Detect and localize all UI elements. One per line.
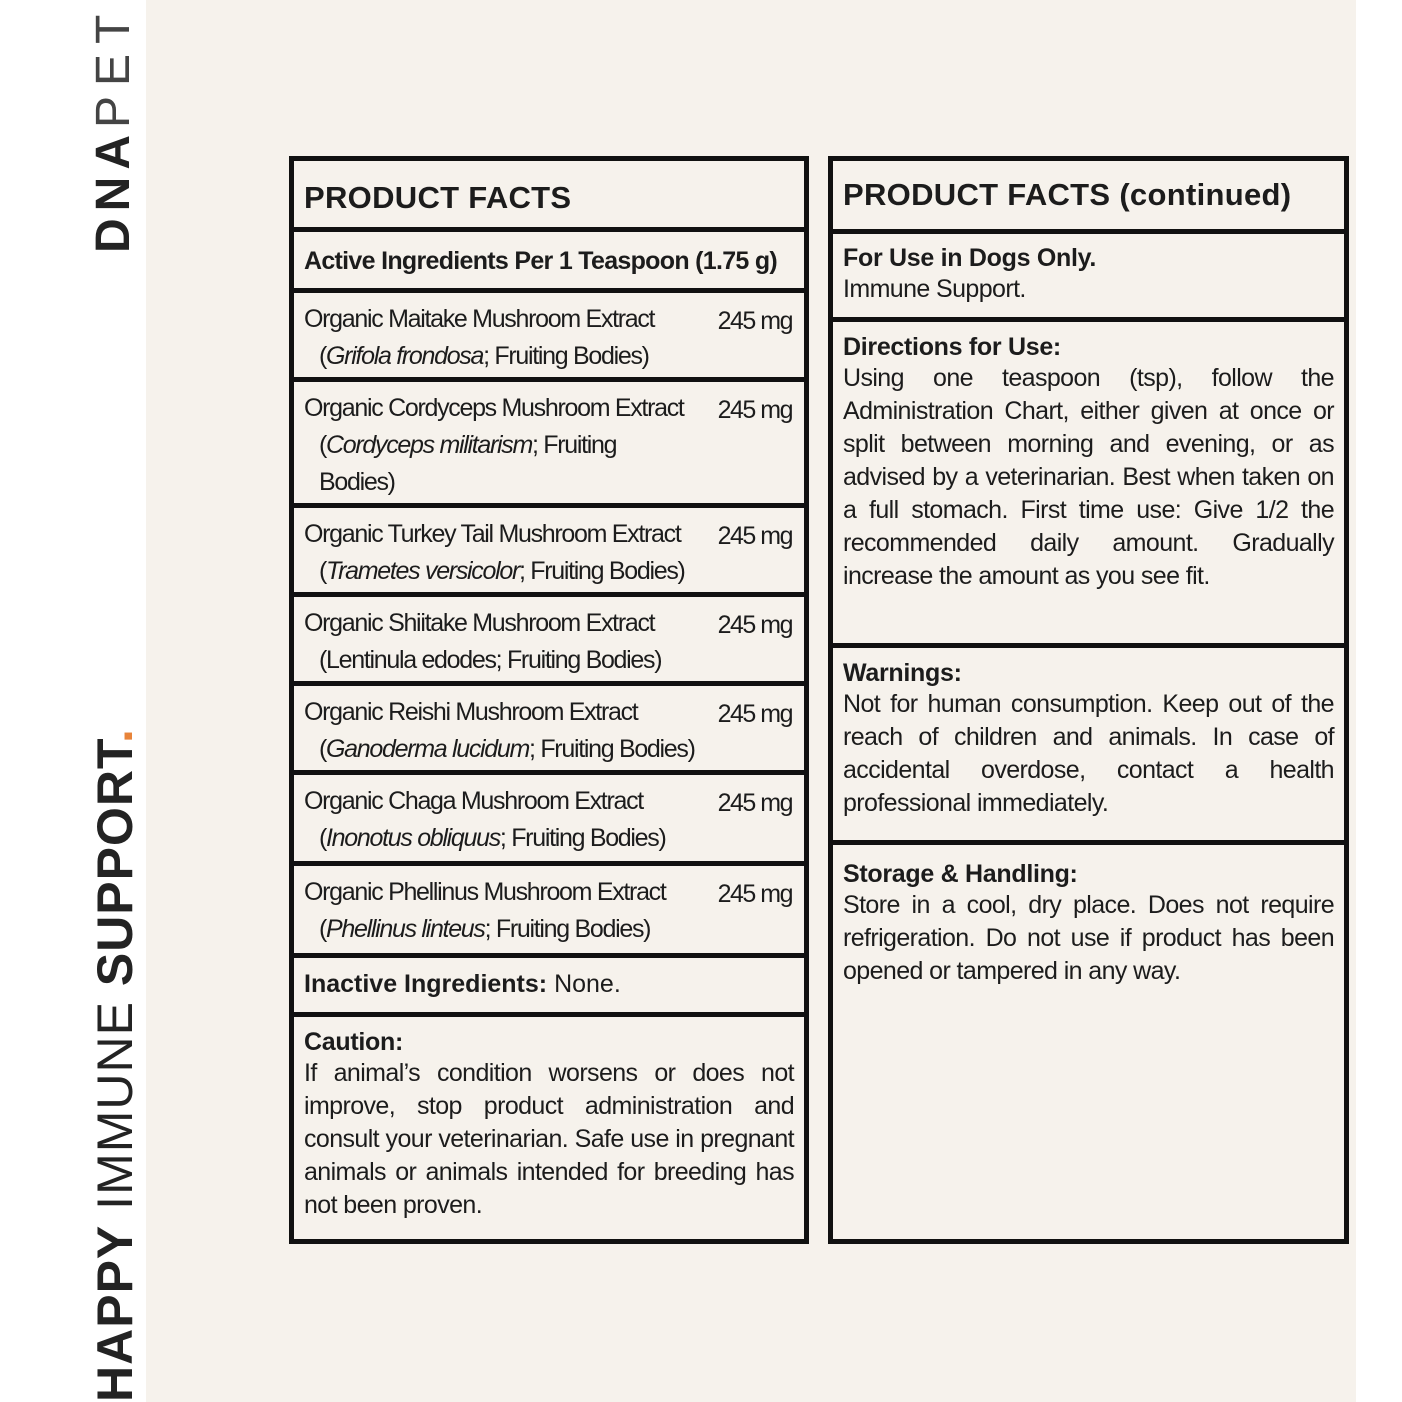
caution-label: Caution: xyxy=(304,1028,403,1056)
ingredient-name: Organic Reishi Mushroom Extract xyxy=(304,698,638,726)
brand-logo-dna: DNA xyxy=(87,128,140,253)
ingredient-scientific-name: Ganoderma lucidum xyxy=(326,735,530,763)
ingredient-row xyxy=(294,382,804,508)
ingredient-row xyxy=(294,686,804,775)
ingredient-name: Organic Cordyceps Mushroom Extract xyxy=(304,394,684,422)
storage-section xyxy=(833,845,1344,1245)
inactive-ingredients xyxy=(294,958,804,1017)
ingredient-source: ; Fruiting Bodies) xyxy=(484,915,651,943)
use-text: Immune Support. xyxy=(843,275,1026,303)
ingredient-open-paren: ( xyxy=(319,342,327,370)
active-ingredients-heading: Active Ingredients Per 1 Teaspoon (1.75 g) xyxy=(294,232,804,293)
ingredient-amount: 245 mg xyxy=(717,700,792,728)
ingredient-source: Lentinula edodes; Fruiting Bodies) xyxy=(326,646,662,674)
tagline-dot: . xyxy=(87,728,143,743)
ingredient-source: ; Fruiting Bodies) xyxy=(319,431,617,496)
product-facts-title: PRODUCT FACTS xyxy=(294,161,804,232)
product-facts-continued-panel xyxy=(828,156,1349,1244)
ingredient-open-paren: ( xyxy=(319,431,327,459)
caution-section xyxy=(294,1017,804,1222)
tagline xyxy=(87,728,143,1402)
ingredient-row xyxy=(294,775,804,866)
ingredient-amount: 245 mg xyxy=(717,396,792,424)
ingredient-open-paren: ( xyxy=(319,557,327,585)
directions-text: Using one teaspoon (tsp), follow the Administration Chart, either given at once or split between morning and evening, or as advised by a veterinarian. Best when taken on a full stomach. First time use: Give 1/2 the recommended daily amount. Gradually increase the amount as you see fit. xyxy=(843,364,1334,590)
inactive-ingredients-value: None. xyxy=(547,970,621,998)
storage-label: Storage & Handling: xyxy=(843,860,1078,888)
ingredient-open-paren: ( xyxy=(319,915,327,943)
warnings-text: Not for human consumption. Keep out of the reach of children and animals. In case of accidental overdose, contact a health professional immediately. xyxy=(843,690,1334,817)
ingredient-row xyxy=(294,293,804,382)
ingredient-open-paren: ( xyxy=(319,646,327,674)
ingredient-amount: 245 mg xyxy=(717,880,792,908)
ingredient-amount: 245 mg xyxy=(717,611,792,639)
ingredient-row xyxy=(294,597,804,686)
product-facts-panel xyxy=(289,156,809,1244)
inactive-ingredients-label: Inactive Ingredients: xyxy=(304,970,548,998)
ingredient-name: Organic Shiitake Mushroom Extract xyxy=(304,609,655,637)
ingredient-scientific-name: Trametes versicolor xyxy=(326,557,519,585)
ingredient-scientific-name: Phellinus linteus xyxy=(326,915,485,943)
ingredient-name: Organic Turkey Tail Mushroom Extract xyxy=(304,520,681,548)
ingredient-amount: 245 mg xyxy=(717,522,792,550)
ingredient-scientific-name: Cordyceps militarism xyxy=(326,431,533,459)
brand-logo-pet: PET xyxy=(87,4,140,128)
ingredient-source: ; Fruiting Bodies) xyxy=(499,824,666,852)
ingredient-source: ; Fruiting Bodies) xyxy=(483,342,649,370)
ingredient-row xyxy=(294,866,804,958)
ingredient-name: Organic Chaga Mushroom Extract xyxy=(304,787,643,815)
ingredient-name: Organic Phellinus Mushroom Extract xyxy=(304,878,666,906)
tagline-happy: HAPPY xyxy=(87,1224,143,1402)
brand-logo xyxy=(87,4,140,253)
storage-text: Store in a cool, dry place. Does not require refrigeration. Do not use if product has been opened or tampered in any way. xyxy=(843,891,1334,985)
use-label: For Use in Dogs Only. xyxy=(843,244,1096,272)
warnings-label: Warnings: xyxy=(843,659,962,687)
ingredient-source: ; Fruiting Bodies) xyxy=(518,557,685,585)
ingredient-source: ; Fruiting Bodies) xyxy=(529,735,695,763)
ingredient-open-paren: ( xyxy=(319,824,327,852)
ingredient-name: Organic Maitake Mushroom Extract xyxy=(304,305,655,333)
ingredient-scientific-name: Grifola frondosa xyxy=(326,342,484,370)
tagline-immune: IMMUNE xyxy=(87,1001,143,1210)
product-facts-continued-title: PRODUCT FACTS (continued) xyxy=(833,161,1344,234)
use-section xyxy=(833,234,1344,322)
tagline-support: SUPPORT xyxy=(87,742,143,987)
ingredient-scientific-name: Inonotus obliquus xyxy=(326,824,500,852)
ingredient-row xyxy=(294,508,804,597)
directions-section xyxy=(833,322,1344,648)
ingredient-open-paren: ( xyxy=(319,735,327,763)
warnings-section xyxy=(833,648,1344,845)
ingredient-amount: 245 mg xyxy=(717,789,792,817)
directions-label: Directions for Use: xyxy=(843,333,1061,361)
caution-text: If animal’s condition worsens or does not improve, stop product administration and consult your veterinarian. Safe use in pregnant animals or animals intended for breeding has not been proven. xyxy=(304,1059,794,1219)
ingredient-amount: 245 mg xyxy=(717,307,792,335)
